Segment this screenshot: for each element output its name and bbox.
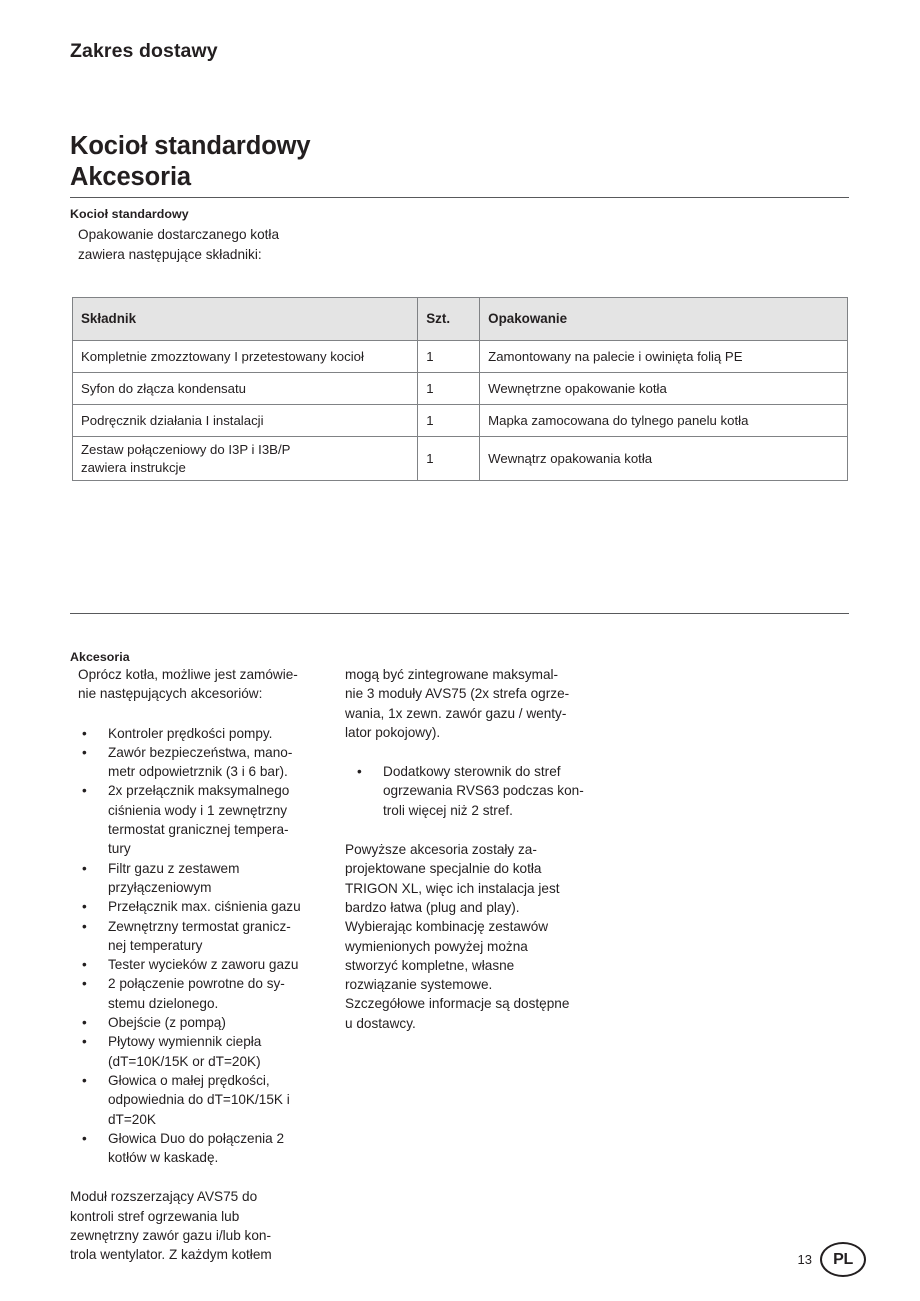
intro-line-2: zawiera następujące składniki: — [78, 247, 262, 262]
bullet-icon: • — [82, 783, 87, 799]
closing-paragraph — [345, 840, 591, 1033]
table-head — [73, 298, 848, 341]
module-paragraph-line-4: trola wentylator. Z każdym kotłem — [70, 1247, 272, 1263]
divider-under-title — [70, 197, 849, 198]
continuation-paragraph-line-3: wania, 1x zewn. zawór gazu / wenty- — [345, 705, 567, 721]
cell-item: Podręcznik działania I instalacji — [73, 405, 418, 437]
bullet-icon: • — [82, 1015, 87, 1031]
divider-above-accessories — [70, 613, 849, 614]
list-item-line: Zawór bezpieczeństwa, mano- — [108, 744, 293, 760]
module-paragraph-line-1: Moduł rozszerzający AVS75 do — [70, 1189, 258, 1205]
table-header-row — [73, 298, 848, 341]
list-item-line: 2 połączenie powrotne do sy- — [108, 976, 285, 992]
closing-paragraph-line-3: TRIGON XL, więc ich instalacja jest — [345, 880, 560, 896]
bullet-icon: • — [82, 976, 87, 992]
table-body — [73, 341, 848, 481]
standard-boiler-intro — [78, 225, 378, 265]
cell-qty: 1 — [418, 373, 480, 405]
list-item — [70, 724, 316, 743]
list-item — [70, 1129, 316, 1168]
closing-paragraph-line-2: projektowane specjalnie do kotła — [345, 861, 542, 877]
spacer — [70, 704, 316, 724]
list-item — [70, 1013, 316, 1032]
list-item-line: Tester wycieków z zaworu gazu — [108, 957, 299, 973]
list-item — [70, 859, 316, 898]
list-item — [70, 781, 316, 858]
list-item-line: ciśnienia wody i 1 zewnętrzny — [108, 802, 288, 818]
list-item-line: ogrzewania RVS63 podczas kon- — [383, 783, 584, 799]
list-item-line: termostat granicznej tempera- — [108, 822, 289, 838]
cell-item-line-1: Zestaw połączeniowy do I3P i I3B/P — [81, 441, 291, 457]
module-paragraph-line-2: kontroli stref ogrzewania lub — [70, 1208, 240, 1224]
bullet-icon: • — [357, 764, 362, 780]
accessories-list — [70, 724, 316, 1168]
cell-packaging: Wewnętrzne opakowanie kotła — [480, 373, 848, 405]
table-row — [73, 405, 848, 437]
table-row — [73, 373, 848, 405]
list-item-line: tury — [108, 841, 131, 857]
continuation-paragraph-line-2: nie 3 moduły AVS75 (2x strefa ogrze- — [345, 686, 570, 702]
list-item-line: Filtr gazu z zestawem — [108, 860, 240, 876]
list-item-line: kotłów w kaskadę. — [108, 1150, 219, 1166]
list-item — [70, 743, 316, 782]
column-header-packaging: Opakowanie — [480, 298, 848, 341]
cell-item — [73, 437, 418, 481]
spacer — [345, 820, 591, 840]
page-title-line-1: Kocioł standardowy — [70, 132, 311, 160]
list-item-line: Płytowy wymiennik ciepła — [108, 1034, 262, 1050]
closing-paragraph-line-8: rozwiązanie systemowe. — [345, 977, 493, 993]
language-badge-icon: PL — [820, 1242, 866, 1277]
accessories-right-column — [345, 665, 591, 1033]
list-item — [70, 917, 316, 956]
table-row — [73, 341, 848, 373]
bullet-icon: • — [82, 918, 87, 934]
list-item-line: Głowica o małej prędkości, — [108, 1072, 270, 1088]
bullet-icon: • — [82, 860, 87, 876]
bullet-icon: • — [82, 1130, 87, 1146]
table-row — [73, 437, 848, 481]
bullet-icon: • — [82, 957, 87, 973]
intro-line-1: Opakowanie dostarczanego kotła — [78, 227, 280, 242]
closing-paragraph-line-4: bardzo łatwa (plug and play). — [345, 899, 520, 915]
list-item — [345, 762, 591, 820]
scope-of-delivery-table — [72, 297, 848, 481]
list-item — [70, 974, 316, 1013]
list-item-line: Obejście (z pompą) — [108, 1015, 226, 1031]
column-header-qty: Szt. — [418, 298, 480, 341]
list-item-line: przyłączeniowym — [108, 879, 212, 895]
page-title — [70, 131, 849, 193]
accessories-left-column — [70, 665, 316, 1265]
list-item-line: nej temperatury — [108, 937, 203, 953]
list-item-line: troli więcej niż 2 stref. — [383, 802, 513, 818]
list-item — [70, 955, 316, 974]
list-item-line: Kontroler prędkości pompy. — [108, 725, 273, 741]
section-label-accessories: Akcesoria — [70, 650, 130, 664]
closing-paragraph-line-10: u dostawcy. — [345, 1015, 416, 1031]
bullet-icon: • — [82, 1072, 87, 1088]
list-item-line: metr odpowietrznik (3 i 6 bar). — [108, 764, 288, 780]
page-title-line-2: Akcesoria — [70, 163, 192, 191]
page-number: 13 — [797, 1252, 812, 1267]
list-item — [70, 1032, 316, 1071]
cell-qty: 1 — [418, 405, 480, 437]
closing-paragraph-line-9: Szczegółowe informacje są dostępne — [345, 996, 570, 1012]
spacer — [345, 742, 591, 762]
list-item-line: Dodatkowy sterownik do stref — [383, 764, 561, 780]
section-label-standard-boiler: Kocioł standardowy — [70, 207, 189, 221]
list-item-line: Głowica Duo do połączenia 2 — [108, 1130, 285, 1146]
list-item-line: (dT=10K/15K or dT=20K) — [108, 1053, 261, 1069]
list-item-line: 2x przełącznik maksymalnego — [108, 783, 290, 799]
bullet-icon: • — [82, 1034, 87, 1050]
list-item-line: stemu dzielonego. — [108, 995, 219, 1011]
module-paragraph-line-3: zewnętrzny zawór gazu i/lub kon- — [70, 1228, 271, 1244]
running-head: Zakres dostawy — [70, 40, 218, 62]
right-column-list — [345, 762, 591, 820]
cell-packaging: Wewnątrz opakowania kotła — [480, 437, 848, 481]
list-item-line: Zewnętrzny termostat granicz- — [108, 918, 291, 934]
spacer — [70, 1167, 316, 1187]
accessories-intro — [70, 665, 316, 704]
closing-paragraph-line-5: Wybierając kombinację zestawów — [345, 919, 549, 935]
cell-qty: 1 — [418, 341, 480, 373]
column-header-item: Składnik — [73, 298, 418, 341]
list-item-line: odpowiednia do dT=10K/15K i — [108, 1092, 290, 1108]
accessories-intro-line-1: Oprócz kotła, możliwe jest zamówie- — [78, 667, 298, 682]
list-item-line: dT=20K — [108, 1111, 156, 1127]
list-item — [70, 897, 316, 916]
page-footer — [798, 1242, 866, 1277]
bullet-icon: • — [82, 725, 87, 741]
cell-item-line-2: zawiera instrukcje — [81, 459, 186, 475]
bullet-icon: • — [82, 744, 87, 760]
cell-item: Syfon do złącza kondensatu — [73, 373, 418, 405]
cell-packaging: Mapka zamocowana do tylnego panelu kotła — [480, 405, 848, 437]
closing-paragraph-line-6: wymienionych powyżej można — [345, 938, 528, 954]
list-item-line: Przełącznik max. ciśnienia gazu — [108, 899, 301, 915]
continuation-paragraph-line-4: lator pokojowy). — [345, 724, 441, 740]
closing-paragraph-line-1: Powyższe akcesoria zostały za- — [345, 842, 537, 858]
module-paragraph — [70, 1187, 316, 1264]
cell-packaging: Zamontowany na palecie i owinięta folią PE — [480, 341, 848, 373]
continuation-paragraph — [345, 665, 591, 742]
bullet-icon: • — [82, 899, 87, 915]
cell-qty: 1 — [418, 437, 480, 481]
list-item — [70, 1071, 316, 1129]
accessories-intro-line-2: nie następujących akcesoriów: — [78, 686, 263, 702]
cell-item: Kompletnie zmozztowany I przetestowany kocioł — [73, 341, 418, 373]
continuation-paragraph-line-1: mogą być zintegrowane maksymal- — [345, 667, 559, 682]
closing-paragraph-line-7: stworzyć kompletne, własne — [345, 957, 515, 973]
